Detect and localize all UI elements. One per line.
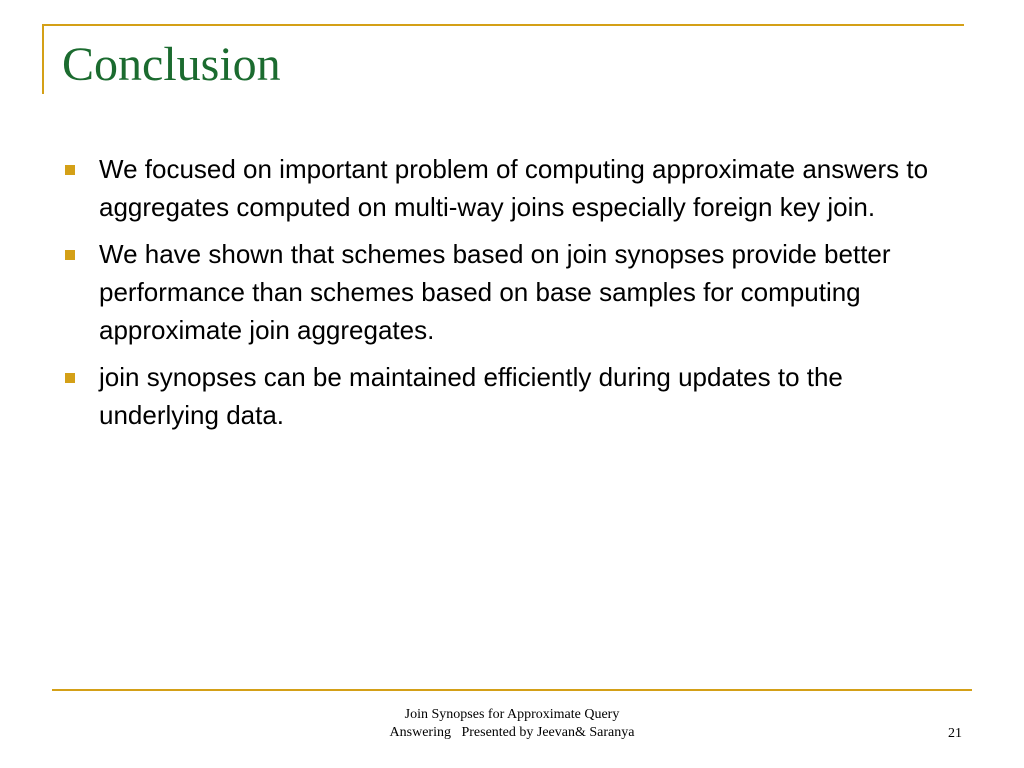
square-bullet-icon <box>65 250 75 260</box>
square-bullet-icon <box>65 165 75 175</box>
footer-divider <box>52 689 972 691</box>
bullet-item <box>62 150 962 226</box>
bullet-list <box>62 150 962 443</box>
footer-caption-line-1: Join Synopses for Approximate Query <box>404 707 620 722</box>
bullet-text: join synopses can be maintained efficiently during updates to the underlying data. <box>99 362 843 430</box>
bullet-text: We have shown that schemes based on join synopses provide better performance than schemes based on base samples for computing approximate join aggregates. <box>99 239 891 345</box>
bullet-item <box>62 358 962 434</box>
page-number: 21 <box>948 726 962 741</box>
footer-caption-line-2: Answering Presented by Jeevan& Saranya <box>389 725 635 740</box>
frame-left-line <box>42 24 44 94</box>
slide-title: Conclusion <box>62 38 281 91</box>
square-bullet-icon <box>65 373 75 383</box>
frame-top-line <box>42 24 964 26</box>
bullet-item <box>62 235 962 349</box>
footer-caption <box>312 706 712 742</box>
bullet-text: We focused on important problem of computing approximate answers to aggregates computed on multi-way joins especially foreign key join. <box>99 154 929 222</box>
